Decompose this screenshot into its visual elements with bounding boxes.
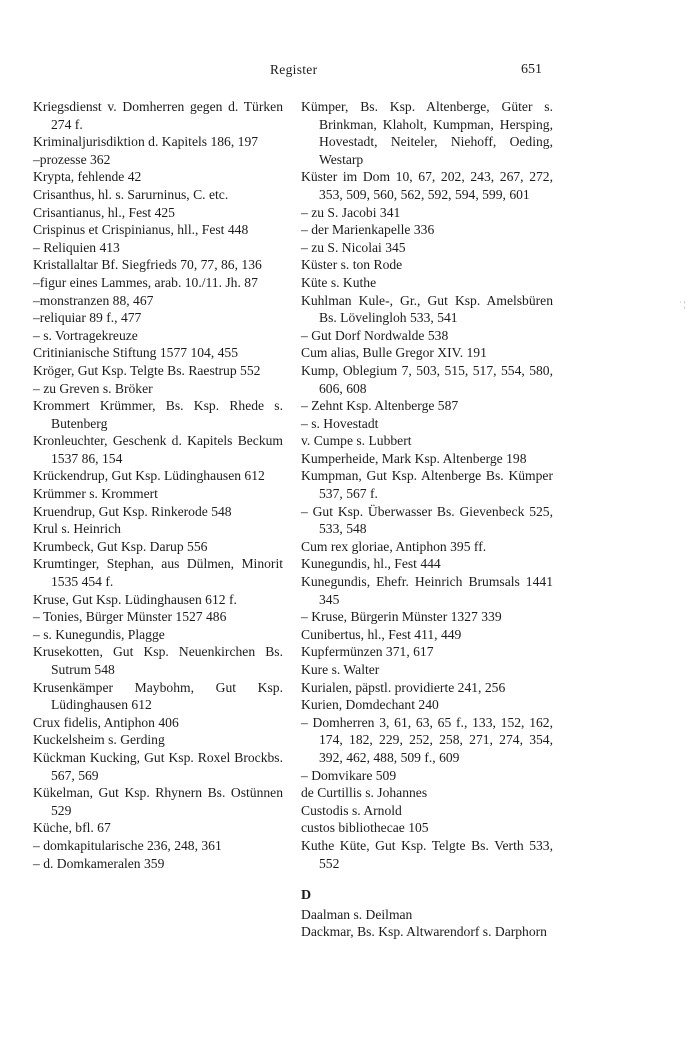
index-entry: v. Cumpe s. Lubbert <box>301 433 412 449</box>
index-entry: – zu S. Jacobi 341 <box>301 204 401 220</box>
index-entry: – s. Vortragekreuze <box>33 327 138 343</box>
index-entry: Dackmar, Bs. Ksp. Altwarendorf s. Darphorn <box>301 924 547 940</box>
index-entry: custos bibliothecae 105 <box>301 820 429 836</box>
index-entry: – Domvikare 509 <box>301 767 397 783</box>
index-entry: Krusekotten, Gut Ksp. Neuenkirchen Bs. Sutrum 548 <box>33 644 283 677</box>
index-entry: Kümper, Bs. Ksp. Altenberge, Güter s. Brinkman, Klaholt, Kumpman, Hersping, Hovestadt, Neiteler, Niehoff, Oeding, Westarp <box>301 99 553 167</box>
index-entry: Kumperheide, Mark Ksp. Altenberge 198 <box>301 450 527 466</box>
index-column-left <box>33 98 283 872</box>
index-entry: Krumbeck, Gut Ksp. Darup 556 <box>33 538 208 554</box>
index-entry: Kurialen, päpstl. providierte 241, 256 <box>301 679 506 695</box>
index-entry: Krümmer s. Krommert <box>33 486 158 502</box>
index-entry: – s. Hovestadt <box>301 415 379 431</box>
index-entry: Critinianische Stiftung 1577 104, 455 <box>33 345 239 361</box>
index-entry: Krückendrup, Gut Ksp. Lüdinghausen 612 <box>33 468 265 484</box>
index-entry: Crispinus et Crispinianus, hll., Fest 448 <box>33 222 249 238</box>
index-entry: Crisanthus, hl. s. Sarurninus, C. etc. <box>33 186 229 202</box>
index-entry: Kruendrup, Gut Ksp. Rinkerode 548 <box>33 503 232 519</box>
index-entry: – Reliquien 413 <box>33 239 120 255</box>
index-entry: de Curtillis s. Johannes <box>301 785 428 801</box>
index-entry: Küster s. ton Rode <box>301 257 403 273</box>
running-head: Register <box>270 62 318 77</box>
index-entry: Kronleuchter, Geschenk d. Kapitels Beckum 1537 86, 154 <box>33 433 283 466</box>
index-entry: Kupfermünzen 371, 617 <box>301 644 434 660</box>
index-entry: – Gut Dorf Nordwalde 538 <box>301 327 449 343</box>
index-entry: Kuthe Küte, Gut Ksp. Telgte Bs. Verth 533, 552 <box>301 837 553 871</box>
index-entry: Kückman Kucking, Gut Ksp. Roxel Brockbs. 567, 569 <box>33 749 283 783</box>
index-entry: – Domherren 3, 61, 63, 65 f., 133, 152, 162, 174, 182, 229, 252, 258, 271, 274, 354, 392, 462, 488, 509 f., 609 <box>301 714 553 765</box>
section-letter: D <box>301 888 312 904</box>
index-column-right <box>301 98 553 941</box>
margin-mark: ˙ ¦ <box>679 300 686 309</box>
index-entry: Kükelman, Gut Ksp. Rhynern Bs. Ostünnen 529 <box>33 785 283 818</box>
index-entry: Krommert Krümmer, Bs. Ksp. Rhede s. Butenberg <box>33 398 283 431</box>
index-entry: Kurien, Domdechant 240 <box>301 697 439 713</box>
index-entry: – d. Domkameralen 359 <box>33 855 165 871</box>
index-entry: Krypta, fehlende 42 <box>33 169 142 185</box>
index-entry: Kuhlman Kule-, Gr., Gut Ksp. Amelsbüren Bs. Lövelingloh 533, 541 <box>301 292 553 326</box>
index-entry: Krul s. Heinrich <box>33 521 121 537</box>
index-entry: Kump, Oblegium 7, 503, 515, 517, 554, 580, 606, 608 <box>301 362 553 396</box>
index-entry: Küte s. Kuthe <box>301 274 377 290</box>
index-entry: – der Marienkapelle 336 <box>301 222 435 238</box>
index-entry: – domkapitularische 236, 248, 361 <box>33 837 222 853</box>
index-entry: Kriminaljurisdiktion d. Kapitels 186, 197 <box>33 134 259 150</box>
index-entry: –prozesse 362 <box>33 151 111 167</box>
index-entry: –figur eines Lammes, arab. 10./11. Jh. 87 <box>33 274 258 290</box>
index-entry: Kristallaltar Bf. Siegfrieds 70, 77, 86, 136 <box>33 257 262 273</box>
index-entry: Krumtinger, Stephan, aus Dülmen, Minorit 1535 454 f. <box>33 556 283 590</box>
index-entry: Kröger, Gut Ksp. Telgte Bs. Raestrup 552 <box>33 362 261 378</box>
index-entry: Kure s. Walter <box>301 662 380 677</box>
index-entry: Krusenkämper Maybohm, Gut Ksp. Lüdinghausen 612 <box>33 679 283 713</box>
index-entry: Kunegundis, hl., Fest 444 <box>301 556 441 572</box>
index-entry: Kunegundis, Ehefr. Heinrich Brumsals 1441 345 <box>301 574 553 607</box>
index-entry: Küster im Dom 10, 67, 202, 243, 267, 272, 353, 509, 560, 562, 592, 594, 599, 601 <box>301 169 553 202</box>
index-entry: Kruse, Gut Ksp. Lüdinghausen 612 f. <box>33 591 237 607</box>
index-entry: – Zehnt Ksp. Altenberge 587 <box>301 398 459 414</box>
index-entry: – s. Kunegundis, Plagge <box>33 626 165 642</box>
index-entry: – Gut Ksp. Überwasser Bs. Gievenbeck 525, 533, 548 <box>301 503 553 537</box>
index-entry: Custodis s. Arnold <box>301 802 402 818</box>
index-entry: – Kruse, Bürgerin Münster 1327 339 <box>301 609 502 625</box>
index-entry: –monstranzen 88, 467 <box>33 292 154 308</box>
index-entry: Kriegsdienst v. Domherren gegen d. Türken 274 f. <box>33 99 283 132</box>
index-entry: Kumpman, Gut Ksp. Altenberge Bs. Kümper 537, 567 f. <box>301 468 553 502</box>
page-number: 651 <box>521 62 542 77</box>
index-entry: Cum alias, Bulle Gregor XIV. 191 <box>301 345 487 361</box>
index-entry: Crisantianus, hl., Fest 425 <box>33 204 175 220</box>
index-entry: Crux fidelis, Antiphon 406 <box>33 714 179 730</box>
index-entry: –reliquiar 89 f., 477 <box>33 310 142 326</box>
index-entry: Küche, bfl. 67 <box>33 820 111 836</box>
index-entry: – Tonies, Bürger Münster 1527 486 <box>33 609 227 625</box>
index-entry: Cum rex gloriae, Antiphon 395 ff. <box>301 538 487 554</box>
index-entry: Kuckelsheim s. Gerding <box>33 732 165 748</box>
index-entry: – zu S. Nicolai 345 <box>301 239 406 255</box>
index-entry: – zu Greven s. Bröker <box>33 380 153 396</box>
index-entry: Cunibertus, hl., Fest 411, 449 <box>301 626 462 642</box>
index-entry: Daalman s. Deilman <box>301 906 413 922</box>
